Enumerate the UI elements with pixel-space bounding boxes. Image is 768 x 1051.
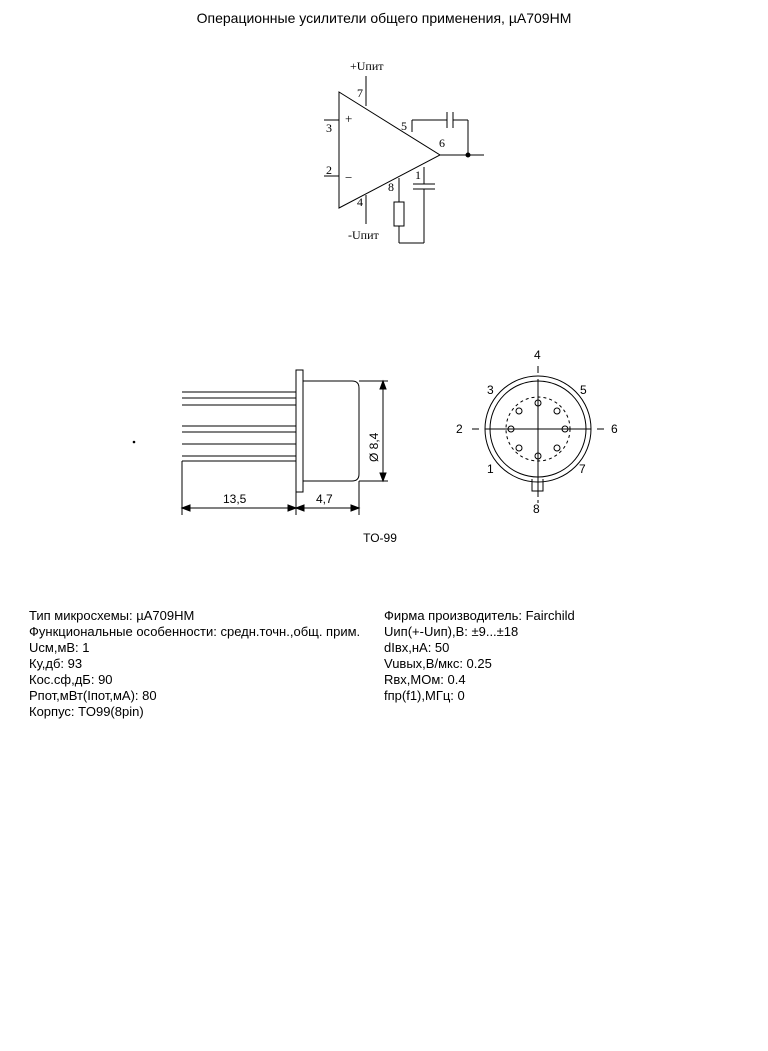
dim-diameter: Ø 8,4 — [367, 432, 381, 462]
package-side-view — [133, 370, 388, 515]
dim-lead-length: 13,5 — [223, 492, 247, 506]
pinout-8: 8 — [533, 502, 540, 516]
spec-package: Корпус: TO99(8pin) — [29, 704, 144, 719]
page-title: Операционные усилители общего применения, µA709HM — [196, 10, 572, 26]
specs-left — [29, 608, 360, 720]
opamp-schematic — [324, 76, 484, 243]
pin4-label: 4 — [357, 195, 363, 209]
pinout-6: 6 — [611, 422, 618, 436]
spec-frequency: fпр(f1),МГц: 0 — [384, 688, 465, 703]
spec-input-current: dIвх,нА: 50 — [384, 640, 450, 655]
minus-sign: − — [345, 170, 353, 185]
pinout-3: 3 — [487, 383, 494, 397]
spec-supply-voltage: Uип(+-Uип),В: ±9...±18 — [384, 624, 519, 639]
spec-features: Функциональные особенности: средн.точн.,общ. прим. — [29, 624, 361, 639]
pin1-label: 1 — [415, 168, 421, 182]
pin7-label: 7 — [357, 86, 363, 100]
pinout-7: 7 — [579, 462, 586, 476]
pin8-label: 8 — [388, 180, 394, 194]
pinout-1: 1 — [487, 462, 494, 476]
plus-sign: + — [345, 111, 353, 126]
pin6-label: 6 — [439, 136, 445, 150]
spec-slew-rate: Vuвых,В/мкс: 0.25 — [384, 656, 492, 671]
pinout-4: 4 — [534, 348, 541, 362]
vminus-label: -Uпит — [348, 228, 379, 242]
spec-power: Рпот,мВт(Iпот,мА): 80 — [29, 688, 157, 703]
vplus-label: +Uпит — [350, 59, 384, 73]
spec-gain: Ку,дб: 93 — [29, 656, 83, 671]
spec-manufacturer: Фирма производитель: Fairchild — [384, 608, 575, 623]
dim-body-height: 4,7 — [316, 492, 333, 506]
spec-cmrr: Кос.сф,дБ: 90 — [29, 672, 113, 687]
spec-offset-voltage: Uсм,мВ: 1 — [29, 640, 90, 655]
package-name: TO-99 — [363, 531, 397, 545]
spec-input-resistance: Rвх,МОм: 0.4 — [384, 672, 466, 687]
specs-right — [384, 608, 575, 704]
pinout-5: 5 — [580, 383, 587, 397]
pin2-label: 2 — [326, 163, 332, 177]
pin3-label: 3 — [326, 121, 332, 135]
pin5-label: 5 — [401, 119, 407, 133]
spec-chip-type: Тип микросхемы: µA709HM — [29, 608, 195, 623]
pinout-2: 2 — [456, 422, 463, 436]
